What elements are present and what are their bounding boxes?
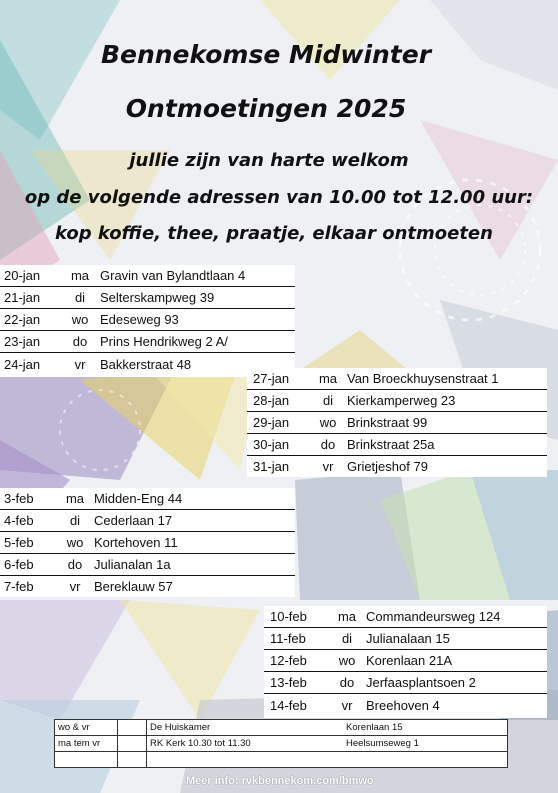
weekday-cell: wo — [58, 532, 92, 554]
schedule-row — [0, 554, 295, 576]
weekday-cell: wo — [62, 309, 98, 331]
weekday-cell: do — [330, 672, 364, 694]
weekday-cell: wo — [330, 650, 364, 672]
date-cell: 28-jan — [247, 390, 311, 412]
weekday-cell: do — [58, 554, 92, 576]
schedule-row — [247, 456, 547, 478]
address-cell: Korenlaan 21A — [364, 650, 547, 672]
schedule-row — [247, 412, 547, 434]
address-cell: Kierkamperweg 23 — [345, 390, 547, 412]
extra-row — [55, 736, 508, 752]
weekday-cell: vr — [322, 459, 334, 474]
schedule-row — [247, 390, 547, 412]
weekday-cell: di — [58, 510, 92, 532]
address-cell: Van Broeckhuysenstraat 1 — [345, 368, 547, 390]
address-cell: Grietjeshof 79 — [347, 459, 428, 474]
extra-when: wo & vr — [55, 720, 118, 736]
address-cell: Breehoven 4 — [366, 698, 440, 713]
schedule-row — [0, 510, 295, 532]
address-cell: Gravin van Bylandtlaan 4 — [98, 265, 295, 287]
footer-more-info: Meer info: rvkbennekom.com/bmwo — [186, 775, 374, 787]
address-cell: Julianalaan 15 — [364, 628, 547, 650]
extra-address — [343, 752, 508, 768]
date-cell: 27-jan — [247, 368, 311, 390]
weekday-cell: di — [62, 287, 98, 309]
extra-spacer — [118, 720, 147, 736]
weekday-cell: do — [62, 331, 98, 353]
schedule-row — [264, 606, 547, 628]
schedule-row — [0, 309, 295, 331]
date-cell: 11-feb — [264, 628, 330, 650]
extra-address: Korenlaan 15 — [343, 720, 508, 736]
date-cell: 10-feb — [264, 606, 330, 628]
date-cell: 20-jan — [0, 265, 62, 287]
extra-name: RK Kerk 10.30 tot 11.30 — [147, 736, 344, 752]
schedule-week-3 — [0, 488, 295, 597]
weekday-cell: do — [311, 434, 345, 456]
schedule-row — [264, 694, 547, 719]
page-subtitle: Ontmoetingen 2025 — [125, 94, 407, 123]
extra-name — [147, 752, 344, 768]
weekday-cell: vr — [341, 698, 353, 713]
weekday-cell: di — [330, 628, 364, 650]
date-cell: 13-feb — [264, 672, 330, 694]
extra-spacer — [118, 752, 147, 768]
extra-locations — [54, 719, 508, 768]
address-cell: Bereklauw 57 — [94, 579, 173, 594]
schedule-row — [0, 576, 295, 598]
date-cell: 21-jan — [0, 287, 62, 309]
date-cell: 29-jan — [247, 412, 311, 434]
date-cell: 5-feb — [0, 532, 58, 554]
intro-addresses: op de volgende adressen van 10.00 tot 12.00 uur: — [24, 187, 534, 208]
date-cell: 6-feb — [0, 554, 58, 576]
extra-address: Heelsumseweg 1 — [343, 736, 508, 752]
extra-name: De Huiskamer — [147, 720, 344, 736]
address-cell: Selterskampweg 39 — [98, 287, 295, 309]
schedule-row — [0, 287, 295, 309]
extra-when: ma tem vr — [55, 736, 118, 752]
date-cell: 23-jan — [0, 331, 62, 353]
intro-welcome: jullie zijn van harte welkom — [129, 150, 409, 171]
address-cell: Brinkstraat 99 — [345, 412, 547, 434]
address-cell: Cederlaan 17 — [92, 510, 295, 532]
weekday-cell: ma — [58, 488, 92, 510]
address-cell: Midden-Eng 44 — [92, 488, 295, 510]
extra-row — [55, 752, 508, 768]
page-title: Bennekomse Midwinter — [100, 40, 432, 69]
schedule-row — [264, 672, 547, 694]
schedule-row — [0, 265, 295, 287]
weekday-cell: ma — [330, 606, 364, 628]
date-cell: 7-feb — [4, 579, 34, 594]
weekday-cell: vr — [74, 357, 86, 372]
schedule-week-2 — [247, 368, 547, 477]
address-cell: Kortehoven 11 — [92, 532, 295, 554]
extra-spacer — [118, 736, 147, 752]
extra-when — [55, 752, 118, 768]
schedule-row — [0, 532, 295, 554]
schedule-row — [0, 331, 295, 353]
address-cell: Bakkerstraat 48 — [100, 357, 192, 372]
schedule-week-4 — [264, 606, 547, 718]
weekday-cell: wo — [311, 412, 345, 434]
schedule-row — [264, 628, 547, 650]
schedule-week-1 — [0, 265, 295, 377]
address-cell: Brinkstraat 25a — [345, 434, 547, 456]
date-cell: 4-feb — [0, 510, 58, 532]
weekday-cell: ma — [62, 265, 98, 287]
weekday-cell: ma — [311, 368, 345, 390]
extra-row — [55, 720, 508, 736]
address-cell: Jerfaasplantsoen 2 — [364, 672, 547, 694]
intro-activities: kop koffie, thee, praatje, elkaar ontmoeten — [55, 223, 493, 244]
date-cell: 24-jan — [4, 357, 41, 372]
date-cell: 12-feb — [264, 650, 330, 672]
schedule-row — [247, 434, 547, 456]
address-cell: Commandeursweg 124 — [364, 606, 547, 628]
schedule-row — [247, 368, 547, 390]
weekday-cell: di — [311, 390, 345, 412]
date-cell: 3-feb — [0, 488, 58, 510]
date-cell: 22-jan — [0, 309, 62, 331]
address-cell: Prins Hendrikweg 2 A/ — [98, 331, 295, 353]
schedule-row — [0, 488, 295, 510]
date-cell: 31-jan — [253, 459, 290, 474]
weekday-cell: vr — [69, 579, 81, 594]
address-cell: Edeseweg 93 — [98, 309, 295, 331]
date-cell: 30-jan — [247, 434, 311, 456]
address-cell: Julianalan 1a — [92, 554, 295, 576]
date-cell: 14-feb — [270, 698, 307, 713]
schedule-row — [264, 650, 547, 672]
